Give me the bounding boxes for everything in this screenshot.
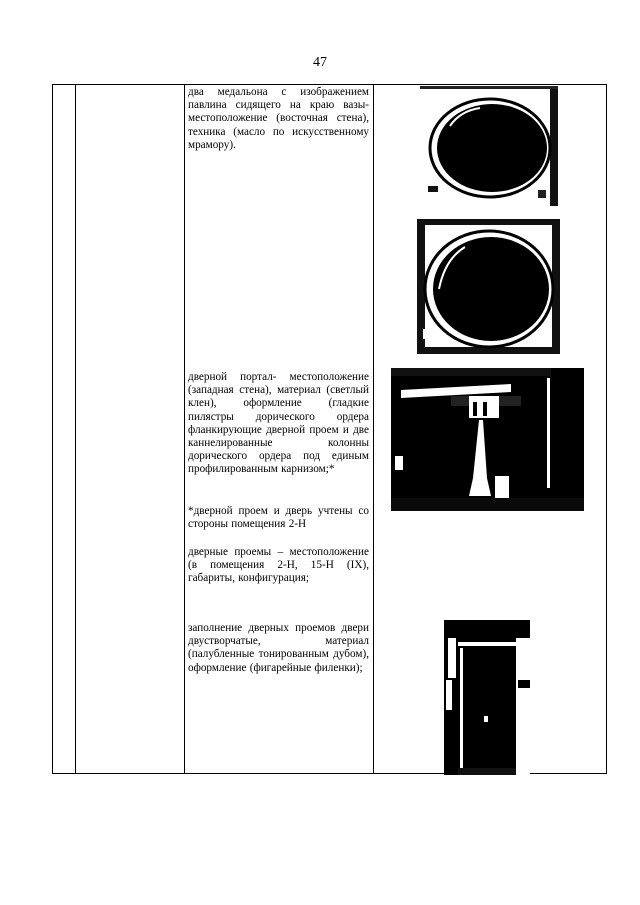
- double-door-photo: [444, 620, 530, 775]
- description-footnote: *дверной проем и дверь учтены со стороны помещения 2-Н: [188, 505, 369, 531]
- column-divider: [184, 85, 185, 773]
- description-door-portal: дверной портал- местоположение (западная стена), материал (светлый клен), оформление (гладкие пилястры дорического ордера фланкирующие дверной проем и две каннелированные колонны дорического ордера под единым профилированным карнизом;*: [188, 371, 369, 476]
- description-door-fillings: заполнение дверных проемов двери двустворчатые, материал (палубленные тонированным дубом), оформление (фигарейные филенки);: [188, 622, 369, 674]
- door-portal-photo: [391, 368, 584, 511]
- column-divider: [75, 85, 76, 773]
- medallion-photo-lower: [417, 219, 560, 354]
- page-number: 47: [313, 55, 327, 70]
- description-door-openings: дверные проемы – местоположение (в помещения 2-Н, 15-Н (IX), габариты, конфигурация;: [188, 546, 369, 585]
- medallion-photo-upper: [420, 86, 558, 206]
- description-medallions: два медальона с изображением павлина сидящего на краю вазы- местоположение (восточная стена), техника (масло по искусственному мрамору).: [188, 86, 369, 151]
- column-divider: [373, 85, 374, 773]
